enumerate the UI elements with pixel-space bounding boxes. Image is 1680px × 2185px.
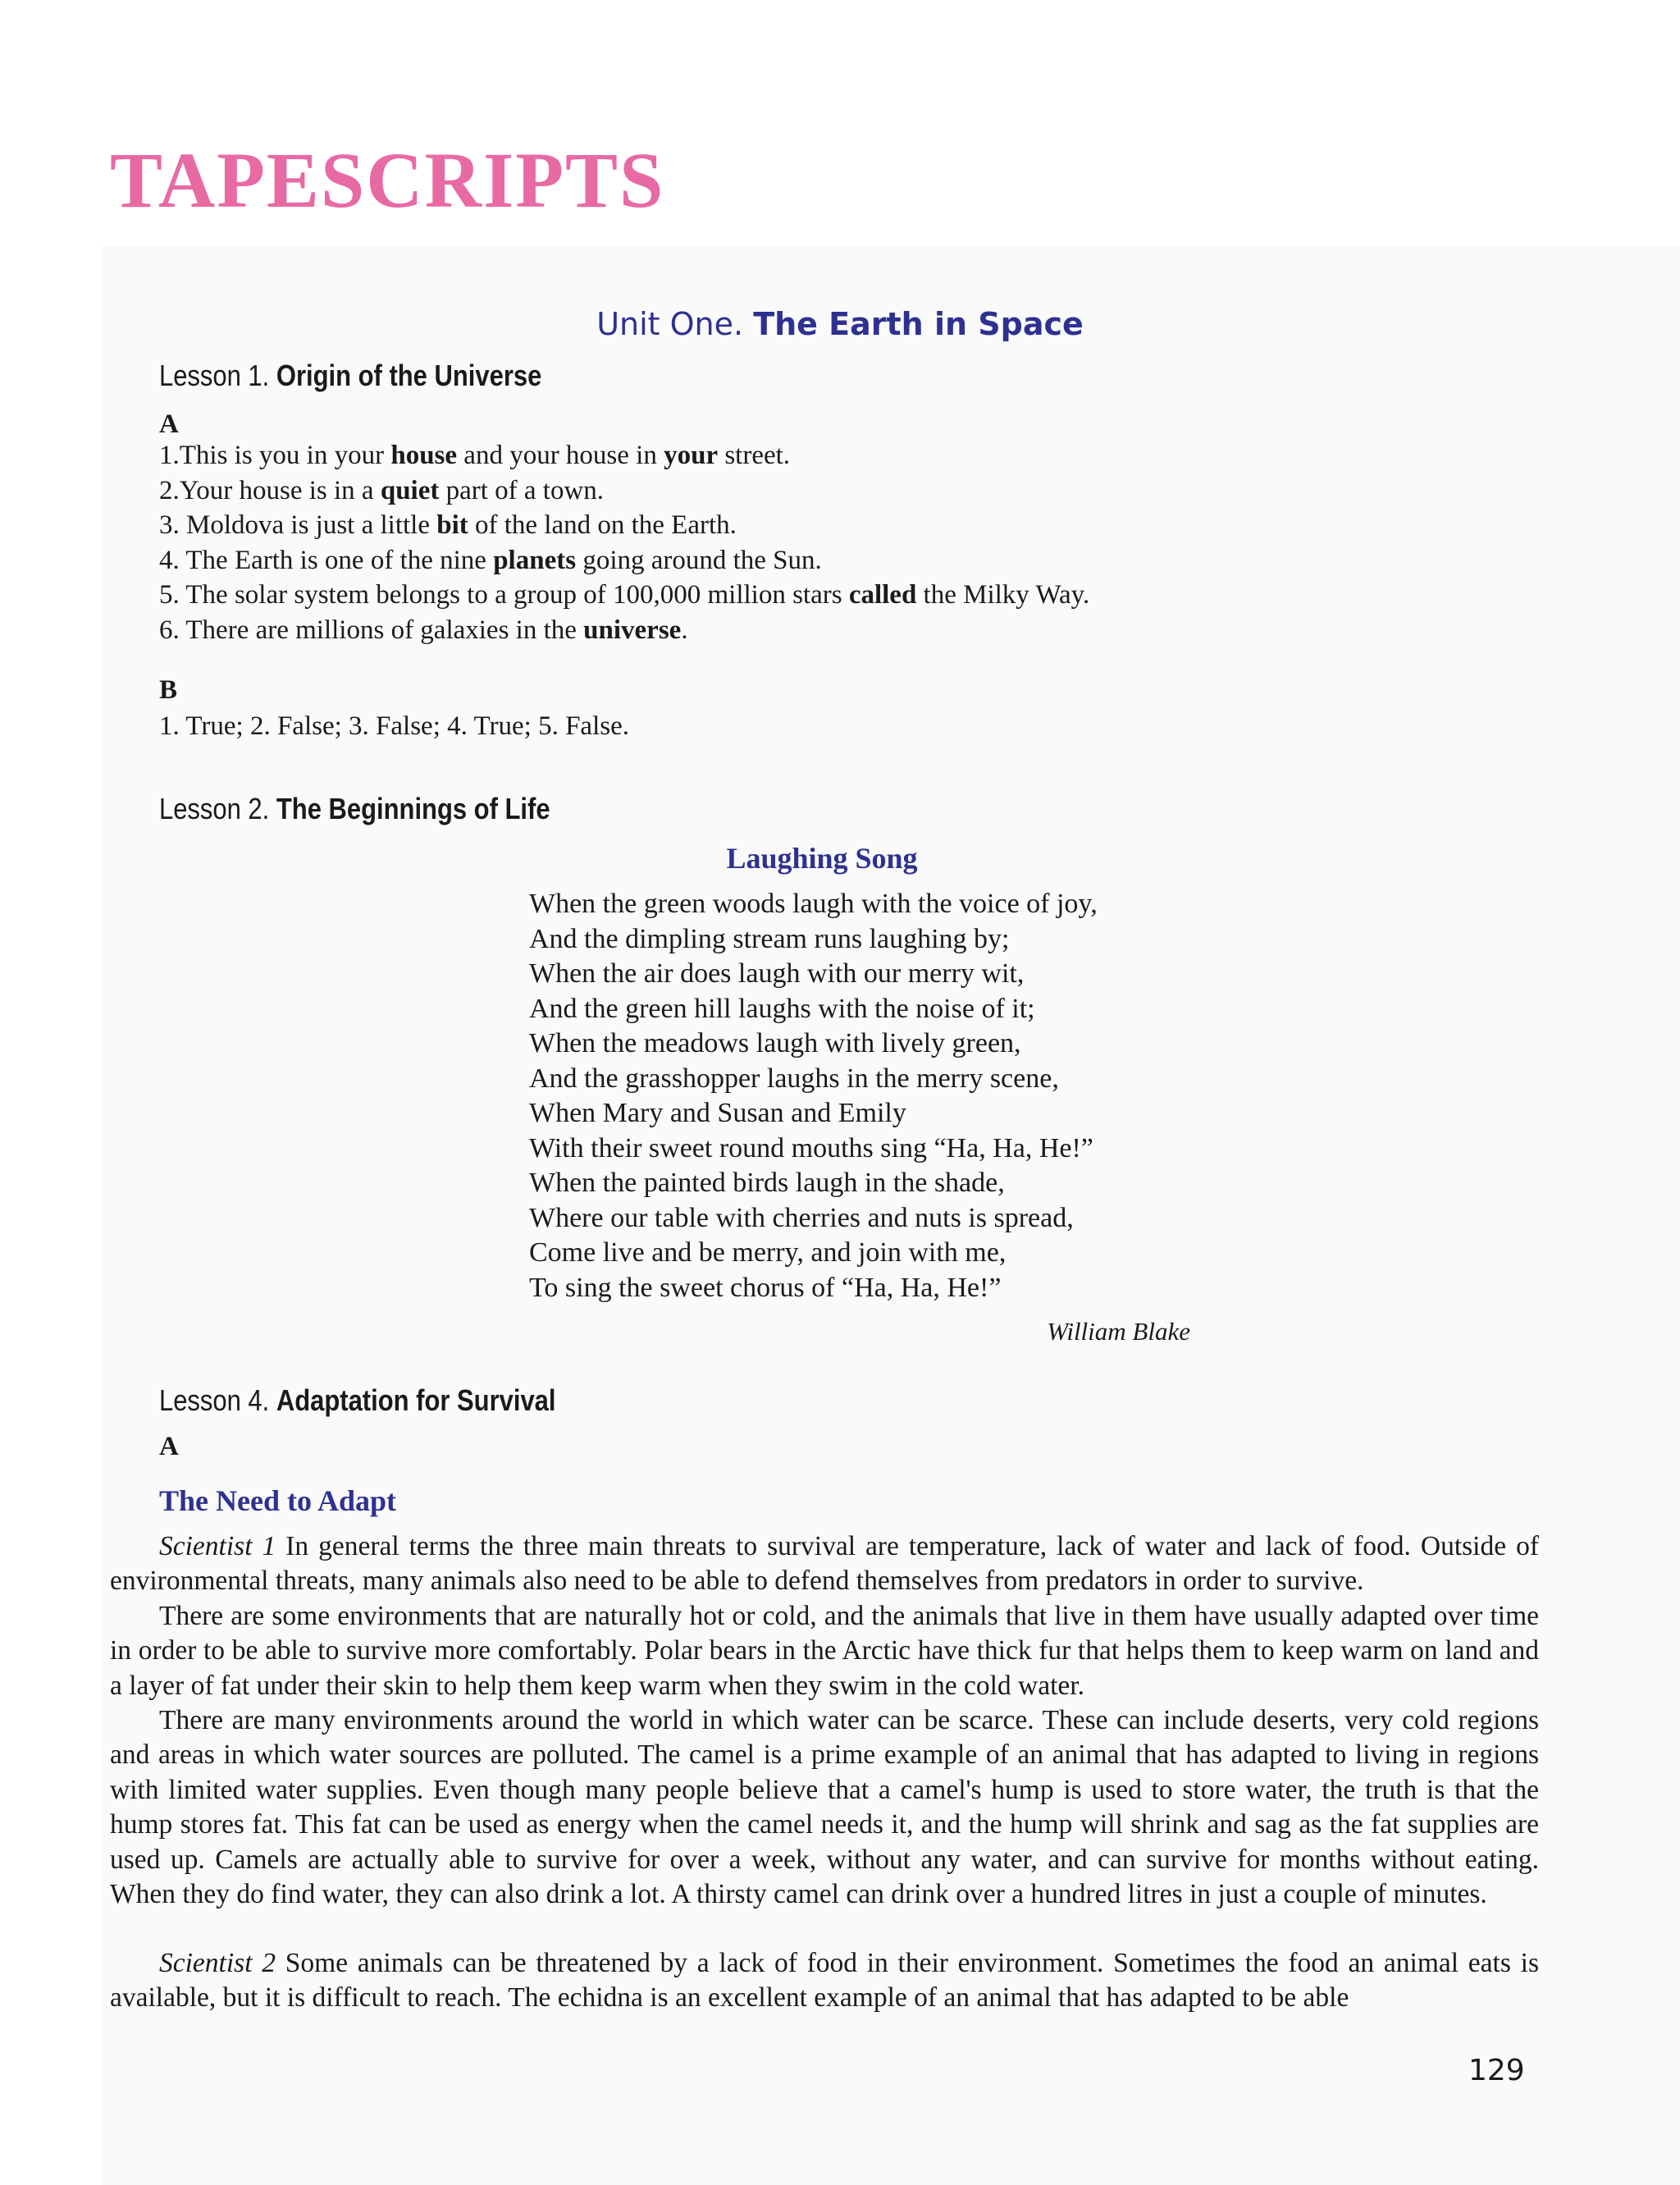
poem-line: Come live and be merry, and join with me,	[529, 1237, 1007, 1268]
lesson2-prefix: Lesson 2.	[159, 792, 270, 825]
paragraph: Scientist 2 Some animals can be threatened by a lack of food in their environment. Sometimes the food an animal eats is available, but it is difficult to reach. The echidna is an excellent example of an animal that has adapted to be able	[110, 1948, 1539, 2014]
lesson4-prefix: Lesson 4.	[159, 1383, 270, 1417]
poem-line: To sing the sweet chorus of “Ha, Ha, He!”	[529, 1272, 1002, 1303]
poem-line: When the air does laugh with our merry wit,	[529, 958, 1025, 989]
poem-line: When Mary and Susan and Emily	[529, 1098, 906, 1128]
list-item: 1.This is you in your house and your house in your street.	[159, 441, 791, 470]
lesson1-prefix: Lesson 1.	[159, 359, 270, 392]
poem-line: With their sweet round mouths sing “Ha, Ha, He!”	[529, 1132, 1093, 1163]
list-item: 2.Your house is in a quiet part of a town.	[159, 475, 605, 505]
lesson1-a-lines	[159, 438, 1089, 647]
poem-line: Where our table with cherries and nuts is spread,	[529, 1202, 1074, 1233]
lesson4-section-a: A	[159, 1432, 179, 1461]
lesson4-name: Adaptation for Survival	[276, 1383, 556, 1417]
poem-line: When the green woods laugh with the voice of joy,	[529, 889, 1098, 919]
list-item: 6. There are millions of galaxies in the universe.	[159, 615, 688, 645]
poem-author: William Blake	[1047, 1317, 1190, 1346]
lesson2-heading	[159, 792, 550, 826]
poem-line: And the dimpling stream runs laughing by;	[529, 923, 1010, 954]
lesson2-name: The Beginnings of Life	[276, 792, 550, 825]
lesson1-b-answers: 1. True; 2. False; 3. False; 4. True; 5. False.	[159, 711, 629, 741]
lesson1-section-a: A	[159, 409, 179, 439]
page-title: TAPESCRIPTS	[110, 136, 665, 224]
lesson1-heading	[159, 359, 541, 393]
text-title: The Need to Adapt	[159, 1484, 397, 1517]
speaker-label: Scientist 1	[159, 1531, 276, 1561]
paragraph: Scientist 1 In general terms the three main threats to survival are temperature, lack of water and lack of food. Outside of environmental threats, many animals also need to be able to defend themselves from predators in order to survive.	[110, 1531, 1539, 1597]
lesson4-heading	[159, 1383, 555, 1418]
poem	[529, 887, 1098, 1305]
poem-line: And the grasshopper laughs in the merry scene,	[529, 1063, 1059, 1094]
page-number: 129	[1468, 2054, 1525, 2087]
speaker-label: Scientist 2	[159, 1948, 276, 1978]
song-title: Laughing Song	[726, 842, 918, 875]
unit-prefix: Unit One.	[596, 306, 744, 342]
list-item: 4. The Earth is one of the nine planets going around the Sun.	[159, 545, 822, 575]
lesson1-section-b: B	[159, 675, 178, 705]
list-item: 3. Moldova is just a little bit of the land on the Earth.	[159, 510, 737, 540]
lesson1-name: Origin of the Universe	[276, 359, 542, 392]
paragraph: There are many environments around the world in which water can be scarce. These can include deserts, very cold regions and areas in which water sources are polluted. The camel is a prime example of an animal that has adapted to living in regions with limited water supplies. Even though many people believe that a camel's hump is used to store water, the truth is that the hump stores fat. This fat can be used as energy when the camel needs it, and the hump will shrink and sag as the fat supplies are used up. Camels are actually able to survive for over a week, without any water, and can survive for months without eating. When they do find water, they can also drink a lot. A thirsty camel can drink over a hundred litres in just a couple of minutes.	[110, 1705, 1539, 1910]
poem-line: When the painted birds laugh in the shade,	[529, 1168, 1005, 1198]
unit-name: The Earth in Space	[753, 306, 1084, 342]
paragraph: There are some environments that are naturally hot or cold, and the animals that live in them have usually adapted over time in order to be able to survive more comfortably. Polar bears in the Arctic have thick fur that helps them to keep warm on land and a layer of fat under their skin to help them keep warm when they swim in the cold water.	[110, 1601, 1539, 1701]
list-item: 5. The solar system belongs to a group of 100,000 million stars called the Milky Way.	[159, 580, 1090, 610]
poem-line: When the meadows laugh with lively green,	[529, 1028, 1021, 1058]
poem-line: And the green hill laughs with the noise of it;	[529, 993, 1035, 1024]
unit-heading	[0, 306, 1680, 342]
